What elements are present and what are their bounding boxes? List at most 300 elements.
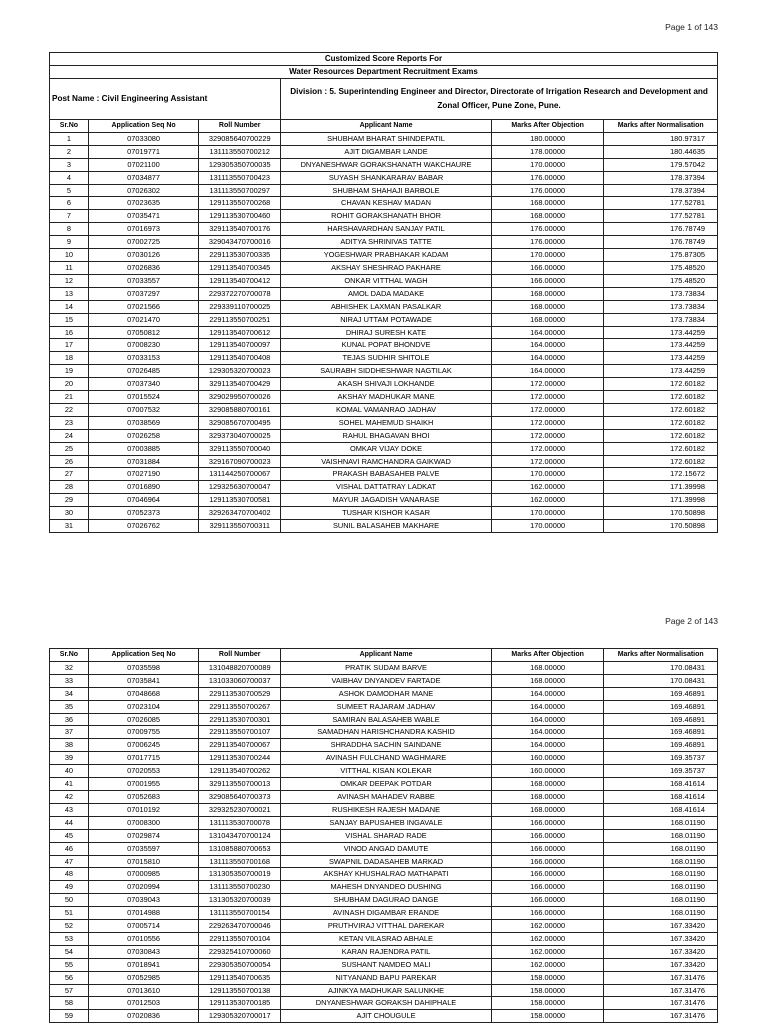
application-seq-cell: 07001955 xyxy=(88,778,198,791)
table-body xyxy=(50,661,718,1022)
sr-no-cell: 35 xyxy=(50,700,89,713)
application-seq-cell: 07013610 xyxy=(88,984,198,997)
sr-no-cell: 6 xyxy=(50,197,89,210)
roll-number-cell: 129113540700262 xyxy=(199,765,281,778)
sr-no-cell: 1 xyxy=(50,132,89,145)
applicant-name-cell: ABHISHEK LAXMAN PASALKAR xyxy=(281,300,492,313)
applicant-name-cell: AVINASH MAHADEV RABBE xyxy=(281,790,492,803)
marks-normalisation-cell: 177.52781 xyxy=(604,197,718,210)
application-seq-cell: 07046964 xyxy=(88,494,198,507)
sr-no-cell: 29 xyxy=(50,494,89,507)
application-seq-cell: 07026302 xyxy=(88,184,198,197)
roll-number-cell: 129113540700097 xyxy=(199,339,281,352)
marks-objection-cell: 168.00000 xyxy=(491,313,604,326)
sr-no-cell: 25 xyxy=(50,442,89,455)
marks-objection-cell: 166.00000 xyxy=(491,816,604,829)
roll-number-cell: 129305350700035 xyxy=(199,158,281,171)
sr-no-cell: 34 xyxy=(50,687,89,700)
sr-no-cell: 51 xyxy=(50,907,89,920)
applicant-name-cell: VISHAL DATTATRAY LADKAT xyxy=(281,481,492,494)
table-row xyxy=(50,184,718,197)
marks-normalisation-cell: 169.46891 xyxy=(604,700,718,713)
sr-no-cell: 53 xyxy=(50,932,89,945)
table-row xyxy=(50,171,718,184)
applicant-name-cell: RAHUL BHAGAVAN BHOI xyxy=(281,429,492,442)
marks-objection-cell: 168.00000 xyxy=(491,210,604,223)
applicant-name-cell: SUMEET RAJARAM JADHAV xyxy=(281,700,492,713)
sr-no-cell: 50 xyxy=(50,894,89,907)
table-row xyxy=(50,494,718,507)
sr-no-cell: 48 xyxy=(50,868,89,881)
sr-no-cell: 45 xyxy=(50,829,89,842)
roll-number-cell: 131113530700078 xyxy=(199,816,281,829)
sr-no-cell: 52 xyxy=(50,920,89,933)
marks-objection-cell: 160.00000 xyxy=(491,752,604,765)
application-seq-cell: 07020553 xyxy=(88,765,198,778)
sr-no-cell: 46 xyxy=(50,842,89,855)
applicant-name-cell: DHIRAJ SURESH KATE xyxy=(281,326,492,339)
marks-normalisation-cell: 168.01190 xyxy=(604,907,718,920)
sr-no-cell: 30 xyxy=(50,507,89,520)
applicant-name-cell: TEJAS SUDHIR SHITOLE xyxy=(281,352,492,365)
applicant-name-cell: AVINASH DIGAMBAR ERANDE xyxy=(281,907,492,920)
roll-number-cell: 329113550700311 xyxy=(199,520,281,533)
table-row xyxy=(50,158,718,171)
application-seq-cell: 07026836 xyxy=(88,261,198,274)
marks-normalisation-cell: 177.52781 xyxy=(604,210,718,223)
roll-number-cell: 329373040700025 xyxy=(199,429,281,442)
sr-no-cell: 31 xyxy=(50,520,89,533)
applicant-name-cell: TUSHAR KISHOR KASAR xyxy=(281,507,492,520)
sr-no-cell: 38 xyxy=(50,739,89,752)
sr-no-cell: 18 xyxy=(50,352,89,365)
table-row xyxy=(50,945,718,958)
roll-number-cell: 129113540700412 xyxy=(199,274,281,287)
marks-objection-cell: 162.00000 xyxy=(491,920,604,933)
table-row xyxy=(50,894,718,907)
column-header: Roll Number xyxy=(199,649,281,662)
table-row xyxy=(50,790,718,803)
marks-normalisation-cell: 168.01190 xyxy=(604,816,718,829)
marks-objection-cell: 176.00000 xyxy=(491,171,604,184)
application-seq-cell: 07009755 xyxy=(88,726,198,739)
application-seq-cell: 07006245 xyxy=(88,739,198,752)
roll-number-cell: 329085880700161 xyxy=(199,403,281,416)
application-seq-cell: 07003885 xyxy=(88,442,198,455)
applicant-name-cell: YOGESHWAR PRABHAKAR KADAM xyxy=(281,249,492,262)
marks-normalisation-cell: 179.57042 xyxy=(604,158,718,171)
table-row xyxy=(50,210,718,223)
table-row xyxy=(50,520,718,533)
table-row xyxy=(50,313,718,326)
applicant-name-cell: DNYANESHWAR GORAKSH DAHIPHALE xyxy=(281,997,492,1010)
table-row xyxy=(50,920,718,933)
application-seq-cell: 07021100 xyxy=(88,158,198,171)
applicant-name-cell: DNYANESHWAR GORAKSHANATH WAKCHAURE xyxy=(281,158,492,171)
sr-no-cell: 54 xyxy=(50,945,89,958)
applicant-name-cell: SUYASH SHANKARARAV BABAR xyxy=(281,171,492,184)
roll-number-cell: 229113550700267 xyxy=(199,700,281,713)
application-seq-cell: 07029874 xyxy=(88,829,198,842)
sr-no-cell: 36 xyxy=(50,713,89,726)
marks-normalisation-cell: 173.73834 xyxy=(604,313,718,326)
sr-no-cell: 49 xyxy=(50,881,89,894)
marks-objection-cell: 180.00000 xyxy=(491,132,604,145)
roll-number-cell: 131144250700067 xyxy=(199,468,281,481)
marks-objection-cell: 166.00000 xyxy=(491,842,604,855)
applicant-name-cell: SWAPNIL DADASAHEB MARKAD xyxy=(281,855,492,868)
marks-normalisation-cell: 169.46891 xyxy=(604,739,718,752)
table-row xyxy=(50,261,718,274)
applicant-name-cell: SUSHANT NAMDEO MALI xyxy=(281,958,492,971)
roll-number-cell: 229325410700060 xyxy=(199,945,281,958)
applicant-name-cell: SUNIL BALASAHEB MAKHARE xyxy=(281,520,492,533)
marks-objection-cell: 172.00000 xyxy=(491,403,604,416)
sr-no-cell: 55 xyxy=(50,958,89,971)
application-seq-cell: 07008230 xyxy=(88,339,198,352)
marks-normalisation-cell: 172.15672 xyxy=(604,468,718,481)
marks-normalisation-cell: 172.60182 xyxy=(604,442,718,455)
roll-number-cell: 229113550700251 xyxy=(199,313,281,326)
application-seq-cell: 07020836 xyxy=(88,1010,198,1023)
marks-objection-cell: 172.00000 xyxy=(491,442,604,455)
marks-normalisation-cell: 173.44259 xyxy=(604,339,718,352)
roll-number-cell: 131113550700154 xyxy=(199,907,281,920)
table-row xyxy=(50,249,718,262)
marks-objection-cell: 162.00000 xyxy=(491,494,604,507)
table-row xyxy=(50,726,718,739)
roll-number-cell: 229372270700078 xyxy=(199,287,281,300)
roll-number-cell: 129305320700023 xyxy=(199,365,281,378)
roll-number-cell: 229113530700335 xyxy=(199,249,281,262)
column-header: Applicant Name xyxy=(281,120,492,133)
marks-normalisation-cell: 180.97317 xyxy=(604,132,718,145)
table-row xyxy=(50,842,718,855)
sr-no-cell: 17 xyxy=(50,339,89,352)
marks-normalisation-cell: 169.35737 xyxy=(604,765,718,778)
marks-objection-cell: 164.00000 xyxy=(491,713,604,726)
roll-number-cell: 329167090700023 xyxy=(199,455,281,468)
marks-normalisation-cell: 167.31476 xyxy=(604,997,718,1010)
marks-normalisation-cell: 178.37394 xyxy=(604,171,718,184)
marks-objection-cell: 166.00000 xyxy=(491,894,604,907)
marks-objection-cell: 168.00000 xyxy=(491,287,604,300)
application-seq-cell: 07035471 xyxy=(88,210,198,223)
score-table-page-1 xyxy=(49,52,718,533)
roll-number-cell: 129113530700581 xyxy=(199,494,281,507)
roll-number-cell: 129113550700138 xyxy=(199,984,281,997)
application-seq-cell: 07052683 xyxy=(88,790,198,803)
applicant-name-cell: SHUBHAM SHAHAJI BARBOLE xyxy=(281,184,492,197)
table-row xyxy=(50,468,718,481)
applicant-name-cell: NITYANAND BAPU PAREKAR xyxy=(281,971,492,984)
sr-no-cell: 58 xyxy=(50,997,89,1010)
applicant-name-cell: AKASH SHIVAJI LOKHANDE xyxy=(281,378,492,391)
sr-no-cell: 10 xyxy=(50,249,89,262)
roll-number-cell: 229263470700046 xyxy=(199,920,281,933)
roll-number-cell: 329085640700229 xyxy=(199,132,281,145)
sr-no-cell: 15 xyxy=(50,313,89,326)
marks-objection-cell: 168.00000 xyxy=(491,197,604,210)
application-seq-cell: 07039043 xyxy=(88,894,198,907)
application-seq-cell: 07010192 xyxy=(88,803,198,816)
table-row xyxy=(50,391,718,404)
sr-no-cell: 23 xyxy=(50,416,89,429)
marks-normalisation-cell: 168.01190 xyxy=(604,894,718,907)
marks-objection-cell: 166.00000 xyxy=(491,274,604,287)
applicant-name-cell: PRUTHVIRAJ VITTHAL DAREKAR xyxy=(281,920,492,933)
sr-no-cell: 16 xyxy=(50,326,89,339)
marks-normalisation-cell: 172.60182 xyxy=(604,416,718,429)
sr-no-cell: 19 xyxy=(50,365,89,378)
sr-no-cell: 12 xyxy=(50,274,89,287)
roll-number-cell: 131085880700653 xyxy=(199,842,281,855)
application-seq-cell: 07037340 xyxy=(88,378,198,391)
table-row xyxy=(50,971,718,984)
sr-no-cell: 26 xyxy=(50,455,89,468)
table-row xyxy=(50,352,718,365)
table-row xyxy=(50,287,718,300)
table-row xyxy=(50,868,718,881)
marks-normalisation-cell: 175.48520 xyxy=(604,261,718,274)
table-row xyxy=(50,197,718,210)
application-seq-cell: 07019771 xyxy=(88,145,198,158)
table-row xyxy=(50,339,718,352)
column-header: Applicant Name xyxy=(281,649,492,662)
roll-number-cell: 229113530700529 xyxy=(199,687,281,700)
applicant-name-cell: PRATIK SUDAM BARVE xyxy=(281,661,492,674)
roll-number-cell: 229113530700301 xyxy=(199,713,281,726)
roll-number-cell: 329043470700016 xyxy=(199,236,281,249)
roll-number-cell: 229113550700107 xyxy=(199,726,281,739)
applicant-name-cell: VINOD ANGAD DAMUTE xyxy=(281,842,492,855)
application-seq-cell: 07015524 xyxy=(88,391,198,404)
application-seq-cell: 07000985 xyxy=(88,868,198,881)
table-row xyxy=(50,803,718,816)
marks-objection-cell: 162.00000 xyxy=(491,481,604,494)
applicant-name-cell: AVINASH FULCHAND WAGHMARE xyxy=(281,752,492,765)
marks-objection-cell: 166.00000 xyxy=(491,855,604,868)
application-seq-cell: 07018941 xyxy=(88,958,198,971)
applicant-name-cell: ADITYA SHRINIVAS TATTE xyxy=(281,236,492,249)
application-seq-cell: 07038569 xyxy=(88,416,198,429)
table-row xyxy=(50,365,718,378)
applicant-name-cell: MAHESH DNYANDEO DUSHING xyxy=(281,881,492,894)
marks-normalisation-cell: 172.60182 xyxy=(604,429,718,442)
sr-no-cell: 13 xyxy=(50,287,89,300)
roll-number-cell: 131043470700124 xyxy=(199,829,281,842)
column-header: Marks after Normalisation xyxy=(604,120,718,133)
application-seq-cell: 07010556 xyxy=(88,932,198,945)
sr-no-cell: 14 xyxy=(50,300,89,313)
marks-normalisation-cell: 168.01190 xyxy=(604,868,718,881)
roll-number-cell: 329085670700495 xyxy=(199,416,281,429)
marks-normalisation-cell: 168.01190 xyxy=(604,842,718,855)
roll-number-cell: 131113550700212 xyxy=(199,145,281,158)
roll-number-cell: 329029950700026 xyxy=(199,391,281,404)
roll-number-cell: 129113540700345 xyxy=(199,261,281,274)
marks-objection-cell: 158.00000 xyxy=(491,997,604,1010)
application-seq-cell: 07021470 xyxy=(88,313,198,326)
roll-number-cell: 329113540700176 xyxy=(199,223,281,236)
application-seq-cell: 07021566 xyxy=(88,300,198,313)
application-seq-cell: 07026258 xyxy=(88,429,198,442)
sr-no-cell: 24 xyxy=(50,429,89,442)
applicant-name-cell: SHUBHAM BHARAT SHINDEPATIL xyxy=(281,132,492,145)
roll-number-cell: 131113550700230 xyxy=(199,881,281,894)
column-header: Sr.No xyxy=(50,120,89,133)
marks-objection-cell: 168.00000 xyxy=(491,790,604,803)
sr-no-cell: 4 xyxy=(50,171,89,184)
sr-no-cell: 43 xyxy=(50,803,89,816)
marks-normalisation-cell: 169.35737 xyxy=(604,752,718,765)
roll-number-cell: 329325230700021 xyxy=(199,803,281,816)
sr-no-cell: 41 xyxy=(50,778,89,791)
column-header: Roll Number xyxy=(199,120,281,133)
marks-objection-cell: 164.00000 xyxy=(491,365,604,378)
roll-number-cell: 329113550700040 xyxy=(199,442,281,455)
application-seq-cell: 07050812 xyxy=(88,326,198,339)
marks-normalisation-cell: 167.33420 xyxy=(604,958,718,971)
marks-normalisation-cell: 173.73834 xyxy=(604,287,718,300)
table-row xyxy=(50,481,718,494)
marks-normalisation-cell: 172.60182 xyxy=(604,455,718,468)
column-header: Marks after Normalisation xyxy=(604,649,718,662)
marks-normalisation-cell: 172.60182 xyxy=(604,378,718,391)
roll-number-cell: 131305320700039 xyxy=(199,894,281,907)
sr-no-cell: 8 xyxy=(50,223,89,236)
sr-no-cell: 39 xyxy=(50,752,89,765)
table-row xyxy=(50,442,718,455)
table-row xyxy=(50,932,718,945)
application-seq-cell: 07005714 xyxy=(88,920,198,933)
table-row xyxy=(50,881,718,894)
marks-objection-cell: 166.00000 xyxy=(491,881,604,894)
application-seq-cell: 07023635 xyxy=(88,197,198,210)
marks-objection-cell: 172.00000 xyxy=(491,391,604,404)
applicant-name-cell: SHRADDHA SACHIN SAINDANE xyxy=(281,739,492,752)
applicant-name-cell: KARAN RAJENDRA PATIL xyxy=(281,945,492,958)
table-row xyxy=(50,700,718,713)
page-number: Page 1 of 143 xyxy=(665,22,718,32)
marks-objection-cell: 170.00000 xyxy=(491,249,604,262)
table-row xyxy=(50,661,718,674)
sr-no-cell: 27 xyxy=(50,468,89,481)
marks-objection-cell: 172.00000 xyxy=(491,416,604,429)
marks-normalisation-cell: 172.60182 xyxy=(604,391,718,404)
sr-no-cell: 7 xyxy=(50,210,89,223)
application-seq-cell: 07016973 xyxy=(88,223,198,236)
applicant-name-cell: MAYUR JAGADISH VANARASE xyxy=(281,494,492,507)
application-seq-cell: 07002725 xyxy=(88,236,198,249)
applicant-name-cell: AMOL DADA MADAKE xyxy=(281,287,492,300)
marks-objection-cell: 166.00000 xyxy=(491,868,604,881)
marks-objection-cell: 166.00000 xyxy=(491,261,604,274)
table-row xyxy=(50,378,718,391)
marks-normalisation-cell: 173.73834 xyxy=(604,300,718,313)
application-seq-cell: 07031884 xyxy=(88,455,198,468)
roll-number-cell: 329113540700429 xyxy=(199,378,281,391)
sr-no-cell: 5 xyxy=(50,184,89,197)
applicant-name-cell: SAURABH SIDDHESHWAR NAGTILAK xyxy=(281,365,492,378)
marks-normalisation-cell: 168.01190 xyxy=(604,829,718,842)
sr-no-cell: 11 xyxy=(50,261,89,274)
marks-objection-cell: 170.00000 xyxy=(491,158,604,171)
roll-number-cell: 129113540700408 xyxy=(199,352,281,365)
roll-number-cell: 129325630700047 xyxy=(199,481,281,494)
column-header: Marks After Objection xyxy=(491,649,604,662)
applicant-name-cell: VITTHAL KISAN KOLEKAR xyxy=(281,765,492,778)
marks-objection-cell: 164.00000 xyxy=(491,726,604,739)
table-row xyxy=(50,132,718,145)
marks-normalisation-cell: 167.31476 xyxy=(604,971,718,984)
score-table-page-2 xyxy=(49,648,718,1023)
table-row xyxy=(50,829,718,842)
marks-normalisation-cell: 176.78749 xyxy=(604,236,718,249)
marks-normalisation-cell: 168.01190 xyxy=(604,881,718,894)
marks-normalisation-cell: 167.31476 xyxy=(604,984,718,997)
sr-no-cell: 59 xyxy=(50,1010,89,1023)
roll-number-cell: 329085640700373 xyxy=(199,790,281,803)
application-seq-cell: 07026085 xyxy=(88,713,198,726)
marks-normalisation-cell: 173.44259 xyxy=(604,326,718,339)
table-row xyxy=(50,958,718,971)
marks-objection-cell: 158.00000 xyxy=(491,971,604,984)
marks-normalisation-cell: 170.08431 xyxy=(604,674,718,687)
marks-normalisation-cell: 167.33420 xyxy=(604,932,718,945)
marks-objection-cell: 158.00000 xyxy=(491,1010,604,1023)
page-number: Page 2 of 143 xyxy=(665,616,718,626)
marks-objection-cell: 172.00000 xyxy=(491,455,604,468)
roll-number-cell: 131305350700019 xyxy=(199,868,281,881)
marks-objection-cell: 176.00000 xyxy=(491,184,604,197)
marks-objection-cell: 168.00000 xyxy=(491,778,604,791)
roll-number-cell: 129113540700635 xyxy=(199,971,281,984)
application-seq-cell: 07012503 xyxy=(88,997,198,1010)
marks-normalisation-cell: 168.41614 xyxy=(604,803,718,816)
application-seq-cell: 07017715 xyxy=(88,752,198,765)
sr-no-cell: 33 xyxy=(50,674,89,687)
marks-normalisation-cell: 169.46891 xyxy=(604,713,718,726)
marks-objection-cell: 168.00000 xyxy=(491,661,604,674)
application-seq-cell: 07020994 xyxy=(88,881,198,894)
table-row xyxy=(50,674,718,687)
marks-objection-cell: 178.00000 xyxy=(491,145,604,158)
applicant-name-cell: KETAN VILASRAO ABHALE xyxy=(281,932,492,945)
roll-number-cell: 329113550700013 xyxy=(199,778,281,791)
roll-number-cell: 131033060700037 xyxy=(199,674,281,687)
applicant-name-cell: RUSHIKESH RAJESH MADANE xyxy=(281,803,492,816)
roll-number-cell: 129113530700244 xyxy=(199,752,281,765)
application-seq-cell: 07033557 xyxy=(88,274,198,287)
table-row xyxy=(50,778,718,791)
marks-objection-cell: 172.00000 xyxy=(491,378,604,391)
applicant-name-cell: SANJAY BAPUSAHEB INGAVALE xyxy=(281,816,492,829)
marks-objection-cell: 176.00000 xyxy=(491,236,604,249)
application-seq-cell: 07015810 xyxy=(88,855,198,868)
table-row xyxy=(50,765,718,778)
application-seq-cell: 07014988 xyxy=(88,907,198,920)
marks-normalisation-cell: 176.78749 xyxy=(604,223,718,236)
marks-normalisation-cell: 168.01190 xyxy=(604,855,718,868)
roll-number-cell: 229339110700025 xyxy=(199,300,281,313)
application-seq-cell: 07033080 xyxy=(88,132,198,145)
applicant-name-cell: KUNAL POPAT BHONDVE xyxy=(281,339,492,352)
application-seq-cell: 07035841 xyxy=(88,674,198,687)
marks-normalisation-cell: 180.44635 xyxy=(604,145,718,158)
marks-normalisation-cell: 169.46891 xyxy=(604,687,718,700)
table-row xyxy=(50,739,718,752)
